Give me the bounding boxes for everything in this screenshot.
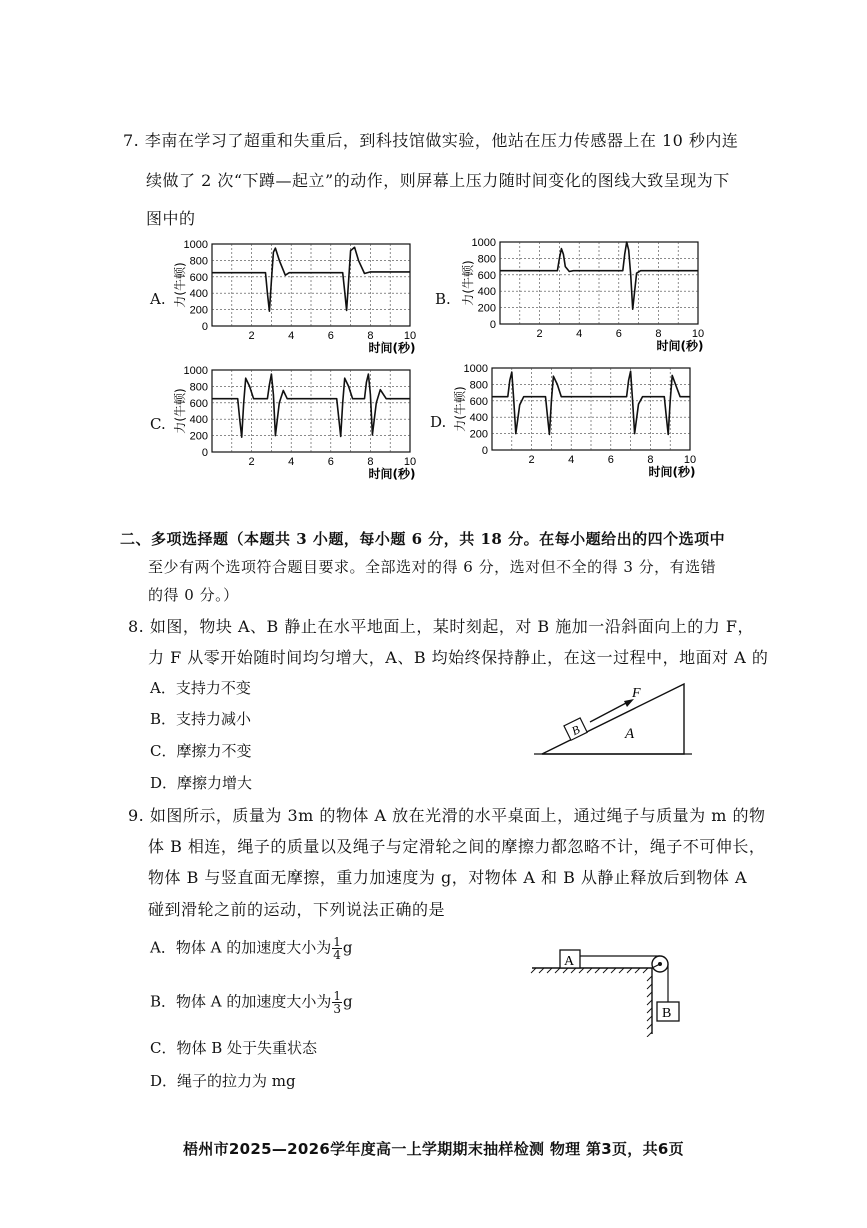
block-a-label: A xyxy=(564,954,575,969)
q8-option-d: D．摩擦力增大 xyxy=(150,774,253,792)
q9-stem-line-4: 碰到滑轮之前的运动，下列说法正确的是 xyxy=(148,900,446,919)
y-tick-label: 200 xyxy=(477,302,496,315)
y-tick-label: 600 xyxy=(469,395,488,408)
y-tick-label: 800 xyxy=(189,381,208,394)
x-tick-label: 10 xyxy=(683,454,697,466)
x-tick-label: 8 xyxy=(367,456,374,468)
x-tick-label: 10 xyxy=(403,456,417,468)
x-tick-label: 6 xyxy=(607,454,614,466)
chart-option-b xyxy=(456,234,716,354)
q9-option-d: D．绳子的拉力为 mg xyxy=(150,1072,296,1090)
x-tick-label: 6 xyxy=(327,330,334,342)
q9-option-c: C．物体 B 处于失重状态 xyxy=(150,1039,318,1057)
y-tick-label: 1000 xyxy=(463,363,488,375)
y-tick-label: 1000 xyxy=(183,239,208,251)
fraction-one-quarter: $\frac{1}{4}$ xyxy=(333,935,341,962)
y-tick-label: 400 xyxy=(189,288,208,301)
q8-stem-line-2: 力 F 从零开始随时间均匀增大，A、B 均始终保持静止，在这一过程中，地面对 A 的 xyxy=(148,648,769,667)
x-axis-label: 时间(秒) xyxy=(368,341,416,355)
y-tick-label: 400 xyxy=(469,412,488,425)
y-tick-label: 600 xyxy=(477,269,496,282)
q7-stem-line-2: 续做了 2 次“下蹲—起立”的动作，则屏幕上压力随时间变化的图线大致呈现为下 xyxy=(146,171,730,190)
x-tick-label: 10 xyxy=(403,330,417,342)
x-tick-label: 2 xyxy=(528,454,535,466)
y-axis-label: 力(牛顿) xyxy=(173,262,187,308)
x-tick-label: 4 xyxy=(576,328,583,340)
wedge-a-label: A xyxy=(625,726,635,742)
q8-option-c: C．摩擦力不变 xyxy=(150,742,252,760)
y-tick-label: 0 xyxy=(489,319,496,331)
y-tick-label: 1000 xyxy=(183,365,208,377)
q8-stem-line-1: 8. 如图，物块 A、B 静止在水平地面上，某时刻起，对 B 施加一沿斜面向上的力 F， xyxy=(128,617,754,636)
x-tick-label: 6 xyxy=(615,328,622,340)
x-axis-label: 时间(秒) xyxy=(648,465,696,479)
chart-option-c xyxy=(168,362,428,482)
force-arrow xyxy=(590,702,628,722)
q9-stem-line-3: 物体 B 与竖直面无摩擦，重力加速度为 g，对物体 A 和 B 从静止释放后到物体 A xyxy=(148,868,748,887)
chart-option-a xyxy=(168,236,428,356)
q9-stem-line-1: 9. 如图所示，质量为 3m 的物体 A 放在光滑的水平桌面上，通过绳子与质量为 m 的物 xyxy=(128,806,766,825)
section-2-heading-line-3: 的得 0 分。） xyxy=(148,586,239,604)
q9-option-a: A．物体 A 的加速度大小为 $\frac{1}{4}$ g xyxy=(150,935,353,962)
x-tick-label: 8 xyxy=(647,454,654,466)
y-tick-label: 800 xyxy=(477,253,496,266)
q7-option-d-label: D. xyxy=(430,413,447,431)
page-footer: 梧州市2025—2026学年度高一上学期期末抽样检测 物理 第3页，共6页 xyxy=(183,1140,684,1158)
x-tick-label: 2 xyxy=(248,330,255,342)
q7-option-a-label: A. xyxy=(150,290,166,308)
x-tick-label: 8 xyxy=(367,330,374,342)
x-tick-label: 2 xyxy=(536,328,543,340)
y-tick-label: 200 xyxy=(189,430,208,443)
section-2-heading-line-2: 至少有两个选项符合题目要求。全部选对的得 6 分，选对但不全的得 3 分，有选错 xyxy=(148,558,717,576)
fraction-one-third: $\frac{1}{3}$ xyxy=(333,989,342,1016)
y-tick-label: 0 xyxy=(201,321,208,333)
y-axis-label: 力(牛顿) xyxy=(173,388,187,434)
incline-figure xyxy=(530,676,700,760)
x-axis-label: 时间(秒) xyxy=(368,467,416,481)
x-tick-label: 4 xyxy=(288,330,295,342)
block-b-label: B xyxy=(662,1006,672,1021)
q7-stem-line-1: 7. 李南在学习了超重和失重后，到科技馆做实验，他站在压力传感器上在 10 秒内连 xyxy=(123,131,739,150)
y-tick-label: 1000 xyxy=(471,237,496,249)
block-b-label: B xyxy=(569,722,583,739)
q7-option-b-label: B. xyxy=(435,290,451,308)
q8-option-b: B．支持力减小 xyxy=(150,710,252,728)
y-tick-label: 600 xyxy=(189,397,208,410)
x-tick-label: 2 xyxy=(248,456,255,468)
y-axis-label: 力(牛顿) xyxy=(461,260,475,306)
q9-stem-line-2: 体 B 相连，绳子的质量以及绳子与定滑轮之间的摩擦力都忽略不计，绳子不可伸长， xyxy=(148,837,766,856)
y-tick-label: 200 xyxy=(469,428,488,441)
x-tick-label: 6 xyxy=(327,456,334,468)
pulley-figure xyxy=(530,942,690,1037)
y-tick-label: 800 xyxy=(469,379,488,392)
y-tick-label: 800 xyxy=(189,255,208,268)
x-tick-label: 4 xyxy=(288,456,295,468)
y-tick-label: 400 xyxy=(189,414,208,427)
chart-option-d xyxy=(448,360,708,480)
y-tick-label: 400 xyxy=(477,286,496,299)
x-tick-label: 10 xyxy=(691,328,705,340)
y-axis-label: 力(牛顿) xyxy=(453,386,467,432)
x-tick-label: 4 xyxy=(568,454,575,466)
section-2-heading-line-1: 二、多项选择题（本题共 3 小题，每小题 6 分，共 18 分。在每小题给出的四个选项中 xyxy=(120,530,726,548)
q7-option-c-label: C. xyxy=(150,415,166,433)
q8-option-a: A．支持力不变 xyxy=(150,679,251,697)
q9-option-b: B．物体 A 的加速度大小为 $\frac{1}{3}$ g xyxy=(150,989,353,1016)
y-tick-label: 0 xyxy=(201,447,208,459)
x-tick-label: 8 xyxy=(655,328,662,340)
x-axis-label: 时间(秒) xyxy=(656,339,704,353)
y-tick-label: 200 xyxy=(189,304,208,317)
y-tick-label: 600 xyxy=(189,271,208,284)
force-f-label: F xyxy=(632,686,641,701)
q7-stem-line-3: 图中的 xyxy=(146,209,196,228)
y-tick-label: 0 xyxy=(481,445,488,457)
